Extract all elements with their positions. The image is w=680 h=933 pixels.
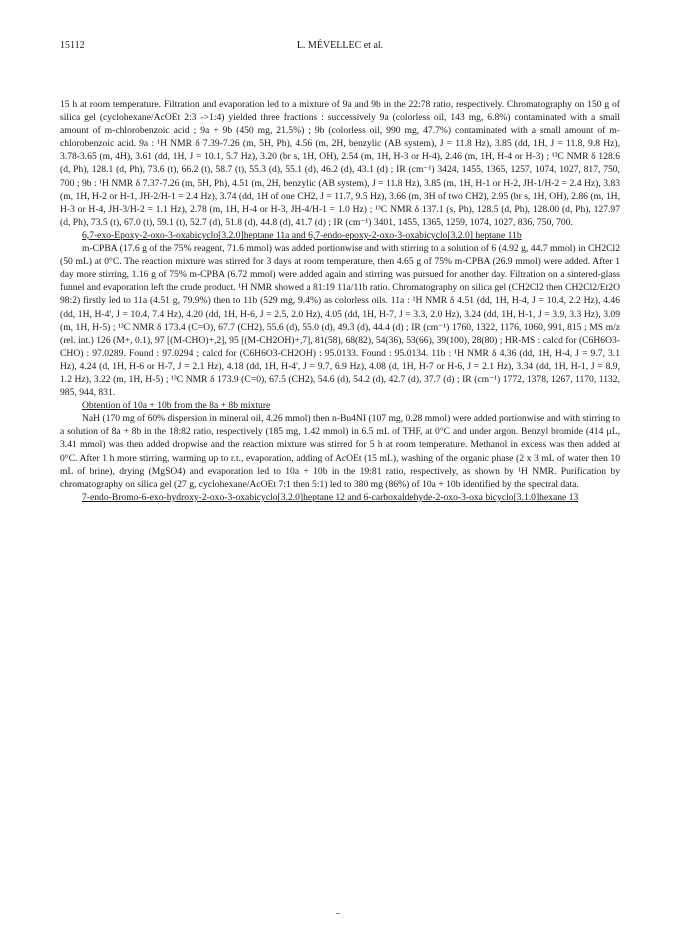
paragraph-9a-9b-results: 15 h at room temperature. Filtration and evaporation led to a mixture of 9a and 9b in the 22:78 ratio, respectively. Chromatography on 150 g of silica gel (cyclohexane/AcOEt 2:3 ->1:4) yielded three fractions : successively 9a (colorless oil, 143 mg, 6.8%) contaminated with a small amount of m-chlorobenzoic acid ; 9a + 9b (450 mg, 21.5%) ; 9b (colorless oil, 990 mg, 47.7%) contaminated with a small amount of m-chlorobenzoic acid. 9a : ¹H NMR δ 7.39-7.26 (m, 5H, Ph), 4.56 (m, 2H, benzylic (AB system), J = 11.8 Hz), 3.85 (dd, 1H, J = 11.8, 9.8 Hz), 3.78-3.65 (m, 4H), 3.61 (dd, 1H, J = 10.1, 5.7 Hz), 3.20 (br s, 1H, OH), 2.54 (m, 1H, H-3 or H-4), 2.46 (m, 1H, H-4 or H-3) ; ¹³C NMR δ 128.6 (d, Ph), 128.1 (d, Ph), 73.6 (t), 66.2 (t), 58.7 (t), 55.3 (d), 55.1 (d), 46.2 (d), 43.1 (d) ; IR (cm⁻¹) 3424, 1455, 1365, 1257, 1074, 1027, 817, 750, 700 ; 9b : ¹H NMR δ 7.37-7.26 (m, 5H, Ph), 4.51 (m, 2H, benzylic (AB system), J = 11.8 Hz), 3.85 (m, 1H, H-1 or H-2, JH-1/H-2 = 2.4 Hz), 3.83 (m, 1H, H-2 or H-1, JH-2/H-1 = 2.4 Hz), 3.74 (dd, 1H of one CH2, J = 11.7, 9.5 Hz), 3.66 (m, 3H of two CH2), 2.95 (br s, 1H, OH), 2.86 (m, 1H, H-3 or H-4, JH-3/H-2 = 1.1 Hz), 2.78 (m, 1H, H-4 or H-3, JH-4/H-1 = 1.0 Hz) ; ¹³C NMR δ 137.1 (s, Ph), 128.5 (d, Ph), 128.00 (d, Ph), 127.97 (d, Ph), 73.5 (t), 67.0 (t), 59.1 (t), 52.7 (d), 51.8 (d), 44.8 (d), 41.7 (d) ; IR (cm⁻¹) 3401, 1455, 1365, 1259, 1074, 1027, 836, 750, 700. <box>60 99 620 228</box>
section-heading-bromo-hydroxy-12-13: 7-endo-Bromo-6-exo-hydroxy-2-oxo-3-oxabicyclo[3.2.0]heptane 12 and 6-carboxaldehyde-2-oxo-3-oxa bicyclo[3.1.0]hexane 13 <box>82 491 579 503</box>
footer-mark <box>336 913 340 914</box>
running-head: L. MÉVELLEC et al. <box>296 40 384 51</box>
page-number: 15112 <box>60 40 85 51</box>
section-heading-obtention-10a-10b: Obtention of 10a + 10b from the 8a + 8b mixture <box>82 400 271 412</box>
paragraph-benzylation-procedure: NaH (170 mg of 60% dispersion in mineral oil, 4.26 mmol) then n-Bu4NI (107 mg, 0.28 mmol) were added portionwise and with stirring to a solution of 8a + 8b in the 18:82 ratio, respectively (185 mg, 1.42 mmol) in 6.5 mL of THF, at 0°C and under argon. Benzyl bromide (414 µL, 3.41 mmol) was then added dropwise and the reaction mixture was stirred for 5 h at room temperature. Methanol in excess was then added at 0°C. After 1 h more stirring, warming up to r.t., evaporation, adding of AcOEt (15 mL), washing of the organic phase (2 x 3 mL of water then 10 mL of brine), drying (MgSO4) and evaporation led to 10a + 10b in the 19:81 ratio, respectively, as shown by ¹H NMR. Purification by chromatography on silica gel (27 g, cyclohexane/AcOEt 7:1 then 5:1) led to 380 mg (86%) of 10a + 10b identified by the spectral data. <box>60 413 620 490</box>
section-heading-epoxy-11a-11b: 6,7-exo-Epoxy-2-oxo-3-oxabicyclo[3.2.0]heptane 11a and 6,7-endo-epoxy-2-oxo-3-oxabicyclo[3.2.0] heptane 11b <box>82 229 522 241</box>
article-body <box>60 98 620 504</box>
paragraph-epoxidation-procedure: m-CPBA (17.6 g of the 75% reagent, 71.6 mmol) was added portionwise and with stirring to a solution of 6 (4.92 g, 44.7 mmol) in CH2Cl2 (50 mL) at 0°C. The reaction mixture was stirred for 3 days at room temperature, then 4.65 g of 75% m-CPBA (26.9 mmol) were added. After 1 day more stirring, 1.16 g of 75% m-CPBA (6.72 mmol) were added again and stirring was pursued for another day. Filtration on a sintered-glass funnel and evaporation left the crude product. ¹H NMR showed a 81:19 11a/11b ratio. Chromatography on silica gel (CH2Cl2 then CH2Cl2/Et2O 98:2) firstly led to 11a (4.51 g, 79.9%) then to 11b (529 mg, 9.4%) as colorless oils. 11a : ¹H NMR δ 4.51 (dd, 1H, H-4, J = 10.4, 2.2 Hz), 4.46 (dd, 1H, H-4', J = 10.4, 7.4 Hz), 4.20 (dd, 1H, H-6, J = 2.5, 2.0 Hz), 4.05 (dd, 1H, H-7, J = 3.3, 2.0 Hz), 3.24 (dd, 1H, H-1, J = 3.9, 3.3 Hz), 3.09 (m, 1H, H-5) ; ¹³C NMR δ 173.4 (C=O), 67.7 (CH2), 55.6 (d), 55.0 (d), 49.3 (d), 44.4 (d) ; IR (cm⁻¹) 1760, 1322, 1176, 1060, 991, 815 ; MS m/z (rel. int.) 126 (M+, 0.1), 97 [(M-CHO)+,2], 95 [(M-CH2OH)+,7], 81(58), 68(82), 54(36), 53(66), 39(100), 28(80) ; HR-MS : calcd for (C6H6O3-CHO) : 97.0289. Found : 97.0294 ; calcd for (C6H6O3-CH2OH) : 95.0133. Found : 95.0134. 11b : ¹H NMR δ 4.36 (dd, 1H, H-4, J = 9.7, 3.1 Hz), 4.24 (d, 1H, H-6 or H-7, J = 2.1 Hz), 4.18 (dd, 1H, H-4', J = 9.7, 6.9 Hz), 4.08 (d, 1H, H-7 or H-6, J = 2.1 Hz), 3.34 (dd, 1H, H-1, J = 8.9, 1.2 Hz), 3.22 (m, 1H, H-5) ; ¹³C NMR δ 173.9 (C=0), 67.5 (CH2), 54.6 (d), 54.2 (d), 42.7 (d), 37.7 (d) ; IR (cm⁻¹) 1772, 1378, 1267, 1170, 1132, 985, 944, 831. <box>60 243 620 399</box>
page-header <box>60 40 620 56</box>
